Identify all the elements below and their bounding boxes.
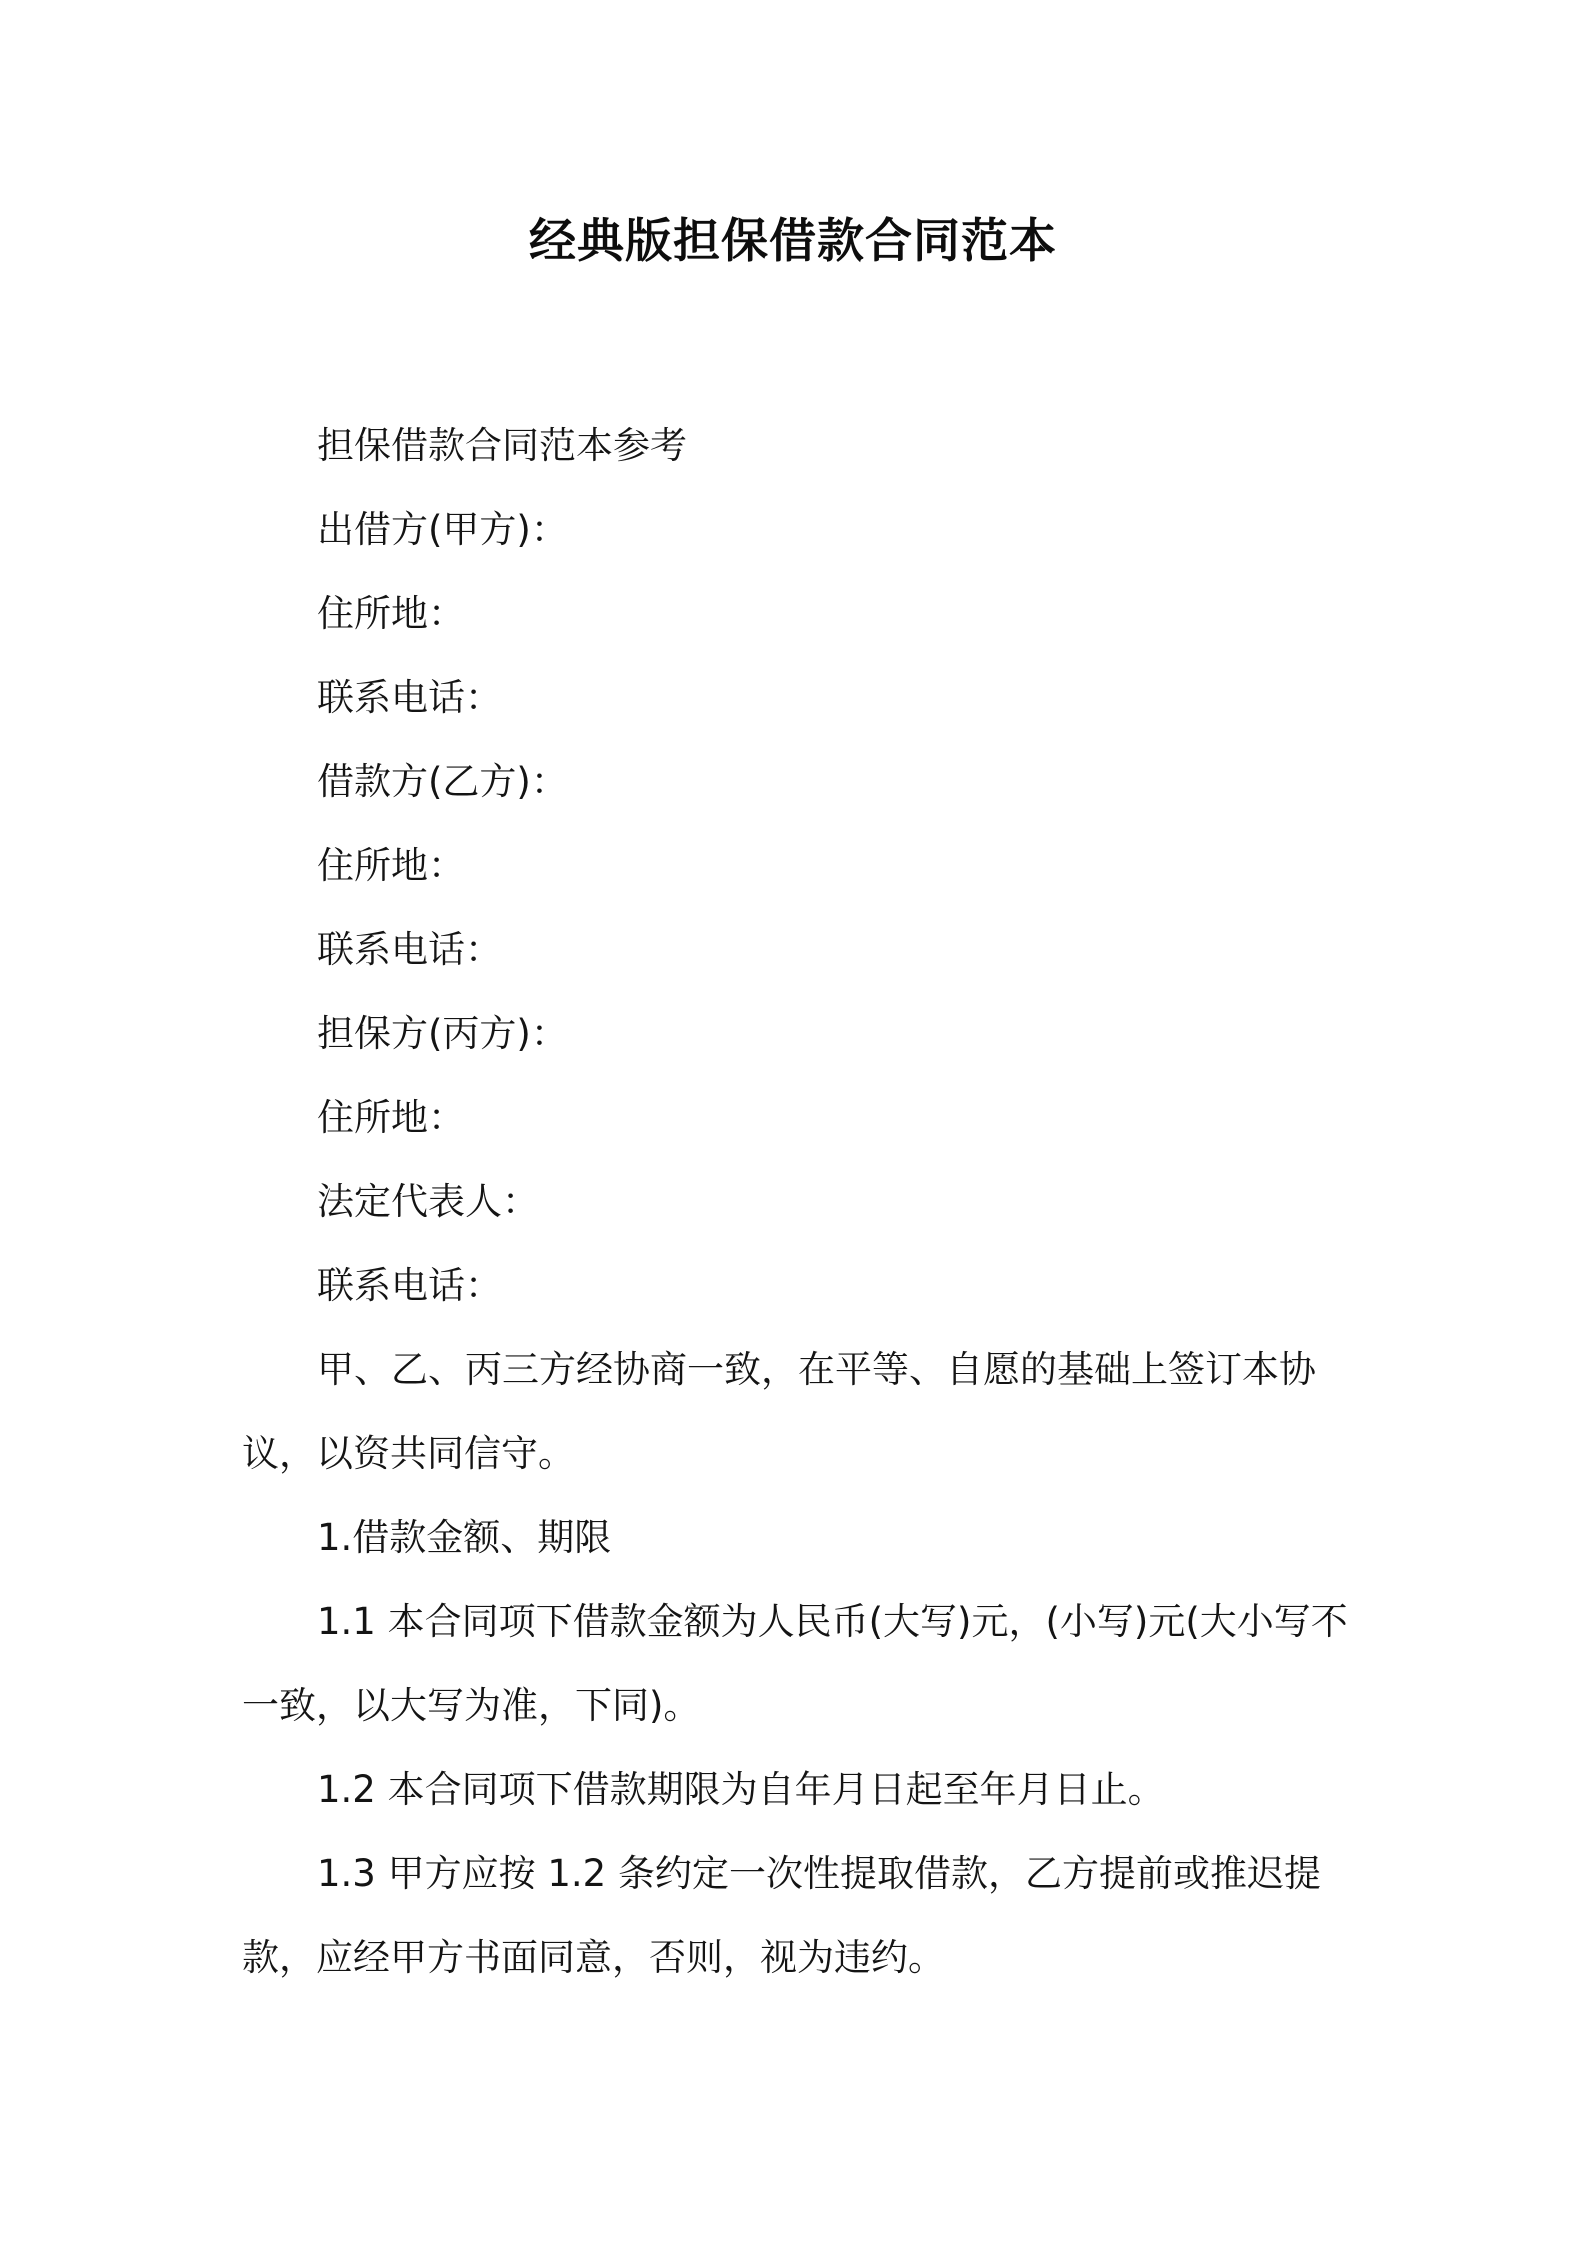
paragraph-guarantor-phone: 联系电话： — [317, 1264, 502, 1307]
clause-1-3: 1.3 甲方应按 1.2 条约定一次性提取借款，乙方提前或推迟提款，应经甲方书面同意，否则，视为违约。 — [242, 1852, 1321, 1979]
paragraph-lender: 出借方(甲方)： — [317, 508, 568, 551]
paragraph-guarantor: 担保方(丙方)： — [317, 1012, 568, 1055]
paragraph-lender-phone: 联系电话： — [317, 676, 502, 719]
paragraph-reference-heading: 担保借款合同范本参考 — [317, 424, 687, 467]
paragraph-borrower-phone: 联系电话： — [317, 928, 502, 971]
paragraph-guarantor-address: 住所地： — [317, 1096, 465, 1139]
clause-1-2: 1.2 本合同项下借款期限为自年月日起至年月日止。 — [317, 1768, 1165, 1811]
paragraph-borrower: 借款方(乙方)： — [317, 760, 568, 803]
paragraph-legal-representative: 法定代表人： — [317, 1180, 539, 1223]
paragraph-agreement-intro: 甲、乙、丙三方经协商一致，在平等、自愿的基础上签订本协议，以资共同信守。 — [242, 1348, 1316, 1475]
paragraph-lender-address: 住所地： — [317, 592, 465, 635]
document-title: 经典版担保借款合同范本 — [529, 214, 1057, 269]
section-heading-loan-amount-term: 1.借款金额、期限 — [317, 1516, 612, 1559]
paragraph-borrower-address: 住所地： — [317, 844, 465, 887]
document-body — [242, 404, 1382, 2000]
clause-1-1: 1.1 本合同项下借款金额为人民币(大写)元，(小写)元(大小写不一致，以大写为准，下同)。 — [242, 1600, 1348, 1727]
